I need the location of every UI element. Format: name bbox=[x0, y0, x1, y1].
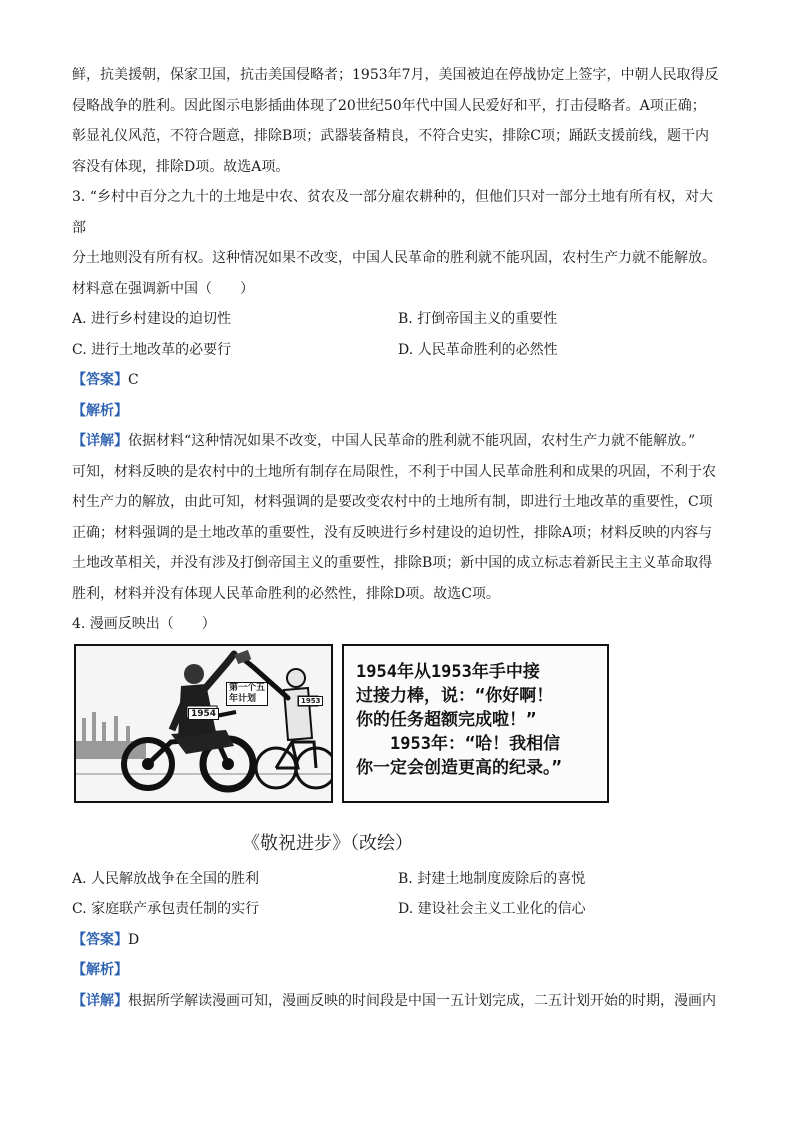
answer-tag: 【答案】 bbox=[72, 372, 128, 388]
motorcyclist-label: 1954 bbox=[188, 708, 219, 720]
question-3-answer bbox=[72, 365, 724, 396]
comic-dialogue-line: 你一定会创造更高的纪录。” bbox=[356, 757, 562, 778]
detail-tag: 【详解】 bbox=[72, 433, 128, 449]
question-3-detail-line: 可知，材料反映的是农村中的土地所有制存在局限性，不利于中国人民革命胜利和成果的巩固，不利于农 bbox=[72, 463, 716, 480]
motorcycle-bicycle-illustration bbox=[76, 646, 331, 801]
five-year-plan-banner: 第一个五年计划 bbox=[226, 682, 268, 706]
cyclist-label: 1953 bbox=[298, 696, 323, 706]
question-3-detail-line: 胜利，材料并没有体现人民革命胜利的必然性，排除D项。故选C项。 bbox=[72, 585, 500, 602]
comic-illustration bbox=[74, 644, 333, 803]
question-4-option-a: A. 人民解放战争在全国的胜利 bbox=[72, 870, 260, 887]
detail-tag: 【详解】 bbox=[72, 992, 128, 1009]
comic-dialogue-line: 1954年从1953年手中接 bbox=[356, 661, 540, 682]
question-4-options bbox=[72, 864, 724, 925]
question-4-option-d: D. 建设社会主义工业化的信心 bbox=[398, 901, 586, 917]
question-3-detail-line: 土地改革相关，并没有涉及打倒帝国主义的重要性，排除B项；新中国的成立标志着新民主主义革命取得 bbox=[72, 555, 713, 571]
comic-figure bbox=[72, 644, 724, 804]
question-3-option-a: A. 进行乡村建设的迫切性 bbox=[72, 311, 232, 327]
question-4-analysis bbox=[72, 955, 724, 986]
detail-text: 依据材料“这种情况如果不改变，中国人民革命的胜利就不能巩固，农村生产力就不能解放。” bbox=[128, 433, 696, 449]
intro-line: 容没有体现，排除D项。故选A项。 bbox=[72, 158, 290, 175]
question-3-options bbox=[72, 304, 724, 365]
question-3-option-c: C. 进行土地改革的必要行 bbox=[72, 341, 232, 358]
question-4-answer bbox=[72, 925, 724, 956]
question-4 bbox=[72, 609, 724, 1016]
question-3-stem-line: 分土地则没有所有权。这种情况如果不改变，中国人民革命的胜利就不能巩固，农村生产力就不能解放。 bbox=[72, 250, 716, 266]
intro-line: 彰显礼仪风范，不符合题意，排除B项；武器装备精良，不符合史实，排除C项；踊跃支援前线，题干内 bbox=[72, 128, 709, 144]
answer-value: C bbox=[128, 372, 139, 388]
intro-line: 侵略战争的胜利。因此图示电影插曲体现了20世纪50年代中国人民爱好和平，打击侵略者。A项正确； bbox=[72, 97, 706, 114]
analysis-tag: 【解析】 bbox=[72, 962, 128, 978]
comic-dialogue-line: 你的任务超额完成啦！” bbox=[356, 709, 537, 730]
question-3-option-d: D. 人民革命胜利的必然性 bbox=[398, 341, 558, 358]
analysis-tag: 【解析】 bbox=[72, 402, 128, 419]
question-4-option-c: C. 家庭联产承包责任制的实行 bbox=[72, 901, 260, 917]
question-3-analysis bbox=[72, 396, 724, 427]
answer-tag: 【答案】 bbox=[72, 931, 128, 948]
question-4-stem: 4. 漫画反映出（ ） bbox=[72, 616, 216, 632]
question-3-detail-line: 村生产力的解放，由此可知，材料强调的是要改变农村中的土地所有制，即进行土地改革的重要性，C项 bbox=[72, 494, 713, 510]
question-3-stem-line: 材料意在强调新中国（ ） bbox=[72, 280, 254, 297]
question-3-detail-line: 正确；材料强调的是土地改革的重要性，没有反映进行乡村建设的迫切性，排除A项；材料反映的内容与 bbox=[72, 524, 713, 541]
question-4-option-b: B. 封建土地制度废除后的喜悦 bbox=[398, 870, 586, 887]
question-3-detail-line bbox=[72, 426, 724, 457]
comic-dialogue-line: 1953年：“哈！我相信 bbox=[356, 733, 561, 754]
comic-caption: 《敬祝进步》（改绘） bbox=[242, 832, 413, 854]
detail-text: 根据所学解读漫画可知，漫画反映的时间段是中国一五计划完成，二五计划开始的时期，漫画内 bbox=[128, 992, 716, 1009]
comic-speech-panel bbox=[342, 644, 609, 803]
question-3 bbox=[72, 182, 724, 609]
comic-dialogue bbox=[356, 660, 599, 780]
question-4-detail-line bbox=[72, 986, 724, 1017]
question-3-stem-line: 3. “乡村中百分之九十的土地是中农、贫农及一部分雇农耕种的，但他们只对一部分土地有所有权，对大部 bbox=[72, 189, 713, 236]
answer-value: D bbox=[128, 931, 140, 948]
question-3-option-b: B. 打倒帝国主义的重要性 bbox=[398, 311, 558, 327]
comic-dialogue-line: 过接力棒，说：“你好啊！ bbox=[356, 685, 554, 706]
document-page bbox=[72, 60, 724, 1016]
intro-line: 鲜，抗美援朝，保家卫国，抗击美国侵略者；1953年7月，美国被迫在停战协定上签字，中朝人民取得反 bbox=[72, 67, 719, 83]
